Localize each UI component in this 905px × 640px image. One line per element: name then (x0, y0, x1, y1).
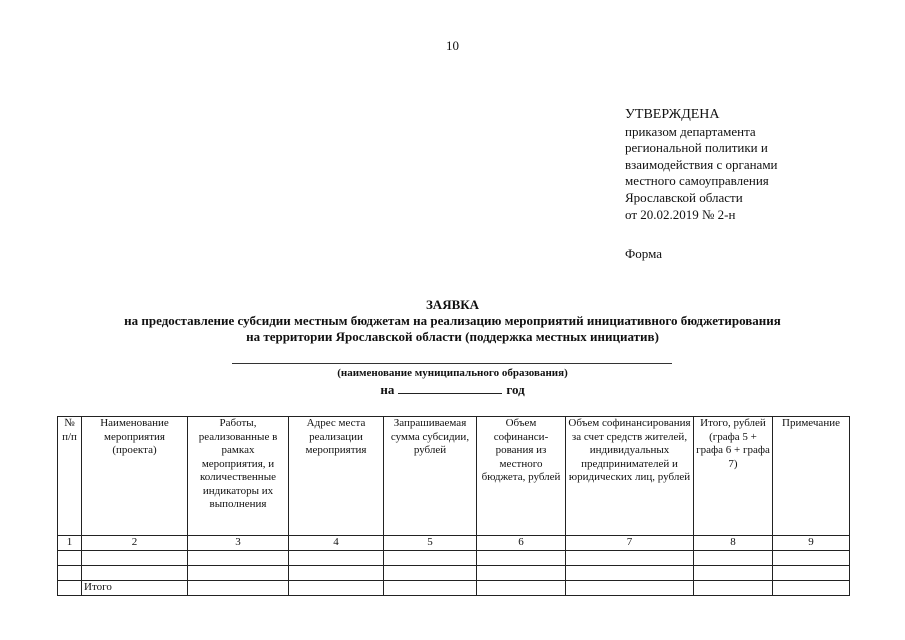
table-cell (694, 565, 773, 580)
table-cell (82, 565, 188, 580)
table-cell (477, 580, 566, 595)
table-cell (188, 565, 289, 580)
column-number: 3 (188, 536, 289, 551)
title-line-1: на предоставление субсидии местным бюджетам на реализацию мероприятий инициативного бюджетирования (124, 313, 781, 328)
table-cell (58, 565, 82, 580)
header-cell-local-budget: Объем софинанси-рования из местного бюджета, рублей (477, 417, 566, 536)
table-header-row (58, 417, 850, 536)
table-cell (384, 580, 477, 595)
municipality-caption: (наименование муниципального образования) (337, 367, 568, 379)
document-title (30, 297, 875, 345)
approval-stamp (625, 107, 885, 223)
year-blank (398, 382, 502, 394)
header-cell-residents-funding: Объем софинансирования за счет средств жителей, индивидуальных предпринимателей и юридических лиц, рублей (566, 417, 694, 536)
table-cell (58, 550, 82, 565)
table-cell (188, 550, 289, 565)
column-number: 8 (694, 536, 773, 551)
header-cell-works: Работы, реализованные в рамках мероприятия, и количественные индикаторы их выполнения (188, 417, 289, 536)
table-cell (773, 580, 850, 595)
table-cell (694, 580, 773, 595)
column-number: 4 (289, 536, 384, 551)
table-cell (188, 580, 289, 595)
form-label: Форма (625, 246, 662, 261)
table-cell (566, 565, 694, 580)
header-cell-note: Примечание (773, 417, 850, 536)
municipality-blank-line (232, 363, 672, 364)
year-prefix: на (380, 382, 395, 397)
table-cell (477, 550, 566, 565)
table-row-empty (58, 550, 850, 565)
table-cell (384, 565, 477, 580)
column-number: 9 (773, 536, 850, 551)
header-cell-requested-sum: Запрашиваемая сумма субсидии, рублей (384, 417, 477, 536)
table-cell (289, 550, 384, 565)
approval-line: Ярославской области (625, 189, 743, 205)
header-cell-address: Адрес места реализации мероприятия (289, 417, 384, 536)
table-cell (82, 550, 188, 565)
column-number: 5 (384, 536, 477, 551)
title-line-2: на территории Ярославской области (поддержка местных инициатив) (246, 329, 659, 344)
table-cell (773, 550, 850, 565)
table-row-total (58, 580, 850, 595)
header-cell-number: № п/п (58, 417, 82, 536)
table-row-empty (58, 565, 850, 580)
page-number: 10 (446, 38, 459, 53)
table-cell (58, 580, 82, 595)
title-main: ЗАЯВКА (425, 297, 480, 312)
approval-line: местного самоуправления (625, 173, 769, 189)
approval-line: приказом департамента (625, 123, 756, 139)
table-cell (384, 550, 477, 565)
table-cell (289, 565, 384, 580)
approval-line: от 20.02.2019 № 2-н (625, 206, 736, 222)
year-suffix: год (506, 382, 525, 397)
table-cell (773, 565, 850, 580)
request-table (57, 416, 850, 596)
table-cell (477, 565, 566, 580)
approval-line: региональной политики и (625, 140, 768, 156)
table-cell (289, 580, 384, 595)
total-label: Итого (82, 580, 188, 595)
table-cell (694, 550, 773, 565)
header-cell-total: Итого, рублей (графа 5 + графа 6 + графа 7) (694, 417, 773, 536)
column-number: 6 (477, 536, 566, 551)
column-number-row (58, 536, 850, 551)
column-number: 1 (58, 536, 82, 551)
table-cell (566, 550, 694, 565)
approval-line: взаимодействия с органами (625, 156, 778, 172)
approval-heading: УТВЕРЖДЕНА (625, 107, 720, 122)
year-line (0, 382, 905, 398)
header-cell-name: Наименование мероприятия (проекта) (82, 417, 188, 536)
column-number: 2 (82, 536, 188, 551)
table-cell (566, 580, 694, 595)
column-number: 7 (566, 536, 694, 551)
